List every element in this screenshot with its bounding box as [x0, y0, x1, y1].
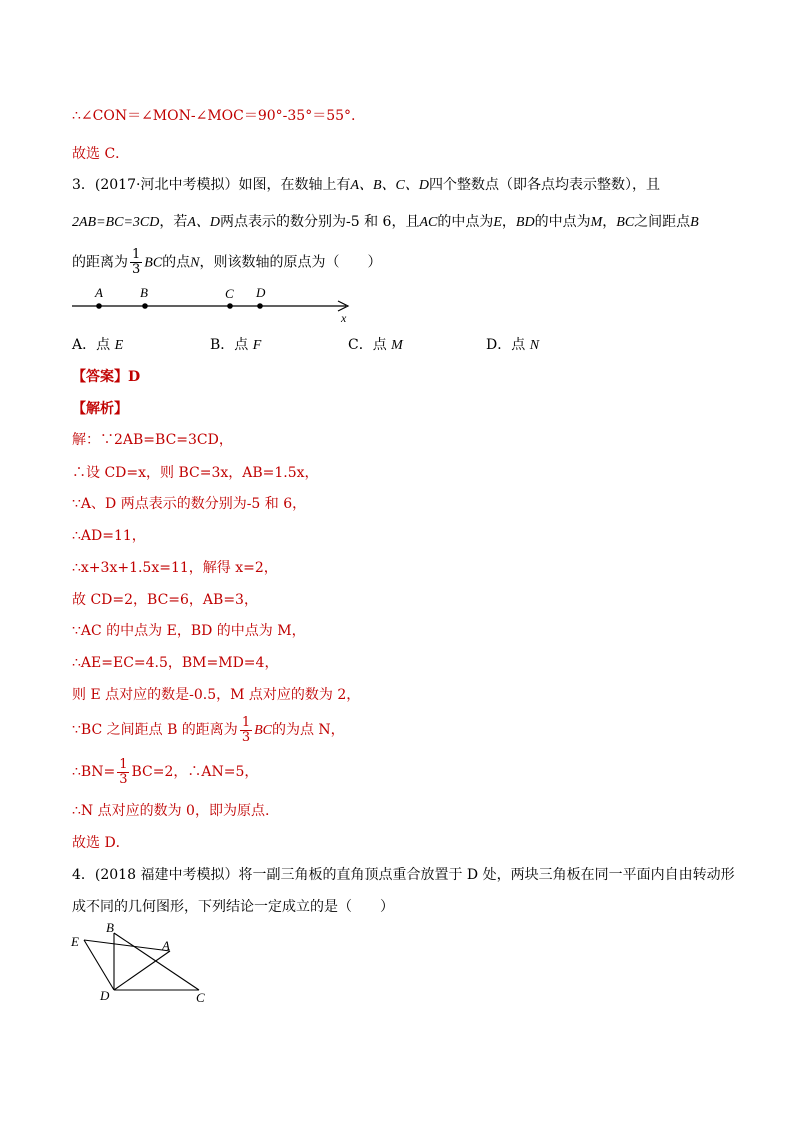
t: 的为点 N，	[271, 722, 345, 738]
fraction-one-third	[240, 716, 252, 745]
q3-options	[72, 336, 624, 355]
analysis-title: 【解析】	[72, 401, 128, 417]
label-e: E	[71, 934, 79, 949]
solution-line-fraction	[72, 715, 345, 746]
t: ∴BN=	[72, 764, 116, 780]
v: N	[529, 338, 540, 353]
q3-line3	[72, 248, 382, 278]
num: 1	[119, 756, 128, 772]
option-a[interactable]	[72, 336, 210, 355]
number-line-figure	[68, 284, 358, 326]
label-b: B	[140, 285, 148, 300]
den: 3	[119, 771, 128, 787]
point-a	[96, 303, 102, 309]
q3-line2	[72, 213, 699, 232]
answer-label: 【答案】D	[72, 369, 141, 385]
q4-line2: 成不同的几何图形，下列结论一定成立的是（ ）	[72, 899, 394, 915]
t: 之间距点	[634, 214, 691, 230]
t: A．点	[72, 337, 115, 353]
t: 的中点为	[437, 214, 494, 230]
v: M	[391, 338, 403, 353]
q3-points: A、B、C、D	[350, 178, 430, 193]
label-x: x	[341, 311, 347, 325]
t: 的中点为	[534, 214, 591, 230]
point-b	[142, 303, 148, 309]
solution-line: ∴设 CD=x，则 BC=3x，AB=1.5x，	[72, 465, 319, 481]
t: BC=2，∴AN=5，	[131, 764, 259, 780]
solution-line: ∴AD=11，	[72, 528, 146, 544]
fraction-one-third	[117, 758, 129, 787]
t: 的点	[162, 254, 191, 271]
t: D．点	[486, 337, 530, 353]
point-c	[227, 303, 233, 309]
solution-conclusion: ∴∠CON＝∠MON-∠MOC＝90°-35°＝55°.	[72, 108, 356, 124]
e: E	[493, 215, 502, 230]
t: ，	[501, 214, 516, 230]
label-a: A	[95, 285, 103, 300]
label-b: B	[106, 920, 114, 935]
q3-text2: 四个整数点（即各点均表示整数），且	[429, 177, 661, 193]
q3-text: 3．(2017·河北中考模拟）如图，在数轴上有	[72, 177, 351, 193]
solution-line: 则 E 点对应的数是-0.5，M 点对应的数为 2，	[72, 687, 361, 703]
label-a: A	[162, 938, 170, 953]
m: M	[590, 215, 603, 230]
t: 的距离为	[72, 254, 128, 271]
solution-line: ∴x+3x+1.5x=11，解得 x=2，	[72, 560, 278, 576]
solution-line-bn	[72, 757, 258, 787]
ad: A、D	[187, 215, 221, 230]
bc: BC	[144, 255, 163, 271]
num: 1	[132, 247, 141, 262]
option-d[interactable]	[486, 336, 624, 355]
solution-line: 故 CD=2，BC=6，AB=3，	[72, 592, 258, 608]
bc: BC	[254, 723, 272, 738]
solution-line: ∴N 点对应的数为 0，即为原点.	[72, 803, 270, 819]
eq: 2AB=BC=3CD	[72, 215, 160, 230]
den: 3	[132, 262, 141, 277]
choose-c: 故选 C．	[72, 146, 130, 162]
v: F	[252, 338, 262, 353]
label-d: D	[100, 988, 110, 1003]
t: 两点表示的数分别为-5 和 6，且	[220, 214, 420, 230]
den: 3	[241, 729, 251, 745]
triangle-figure	[66, 918, 216, 1008]
option-c[interactable]	[348, 336, 486, 355]
solution-line: ∴AE=EC=4.5，BM=MD=4，	[72, 655, 279, 671]
bd: BD	[515, 215, 535, 230]
solution-line: ∵A、D 两点表示的数分别为-5 和 6，	[72, 496, 307, 512]
q4-line1: 4．(2018 福建中考模拟）将一副三角板的直角顶点重合放置于 D 处，两块三角板在同一平面内自由转动形	[72, 867, 735, 883]
fraction-one-third	[130, 248, 142, 277]
num: 1	[241, 714, 251, 730]
bc: BC	[616, 215, 635, 230]
t: ∵BC 之间距点 B 的距离为	[72, 722, 238, 738]
point-d	[257, 303, 263, 309]
b: B	[690, 215, 699, 230]
label-d: D	[256, 285, 266, 300]
label-c: C	[225, 286, 234, 301]
option-b[interactable]	[210, 336, 348, 355]
t: B．点	[210, 337, 253, 353]
n: N	[190, 255, 200, 271]
solution-line: ∵AC 的中点为 E，BD 的中点为 M，	[72, 623, 306, 639]
label-c: C	[196, 990, 205, 1005]
t: ，则该数轴的原点为（ ）	[199, 254, 382, 271]
q3-line1	[72, 176, 660, 195]
t: ，	[602, 214, 617, 230]
ac: AC	[419, 215, 438, 230]
solution-line: 解：∵2AB=BC=3CD，	[72, 432, 233, 448]
v: E	[114, 338, 124, 353]
solution-line: 故选 D．	[72, 835, 130, 851]
t: C．点	[348, 337, 392, 353]
t: ，若	[159, 214, 188, 230]
